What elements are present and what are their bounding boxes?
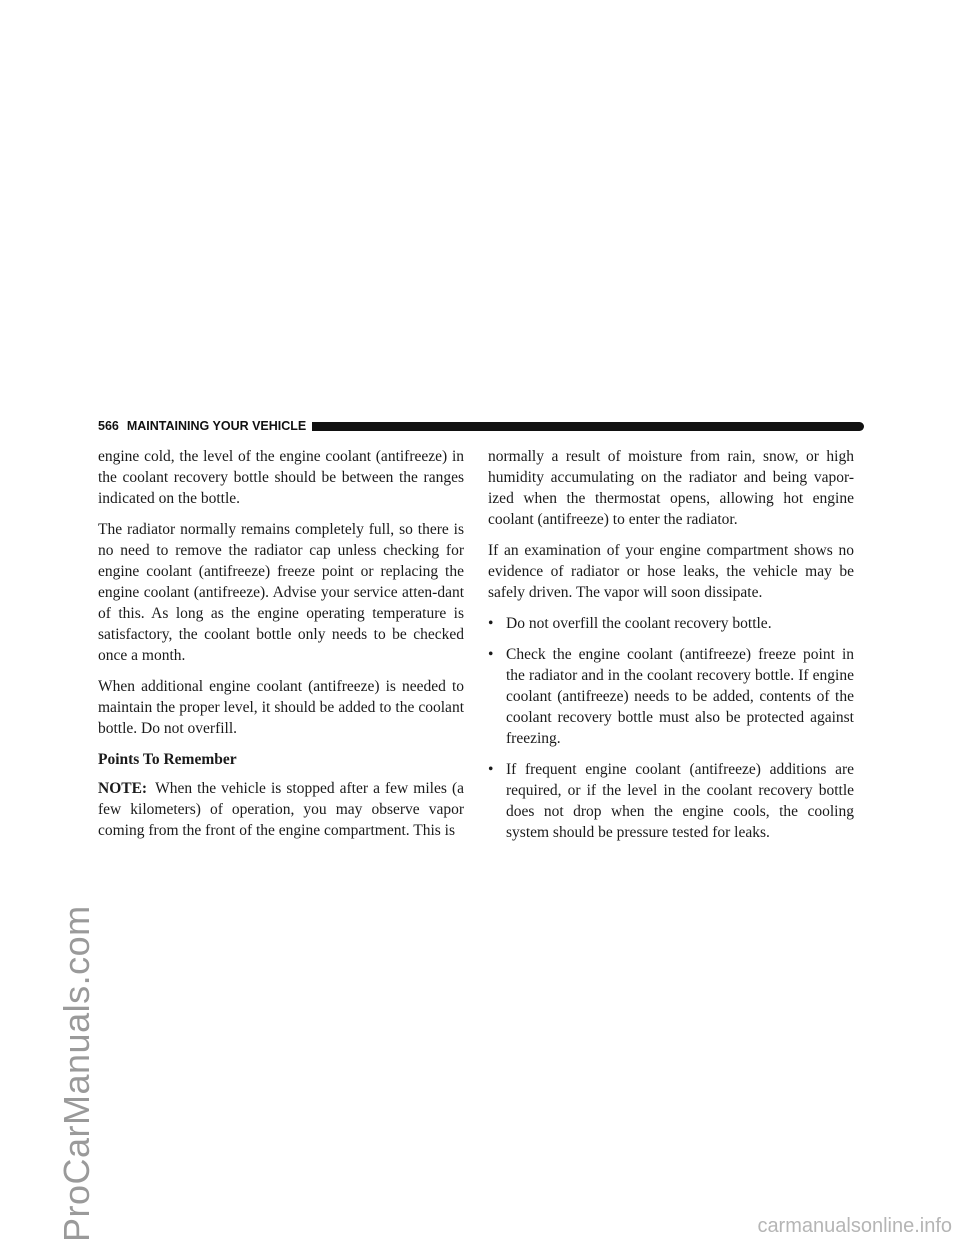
section-title: MAINTAINING YOUR VEHICLE (126, 419, 307, 433)
header-rule (312, 422, 864, 431)
side-watermark: ProCarManuals.com (56, 905, 97, 1242)
bullet-icon: • (488, 646, 494, 663)
paragraph: If an examination of your engine compartment shows no evidence of radiator or hose leaks, the vehicle may be safely driven. The vapor will soon dissipate. (488, 542, 854, 601)
right-column (488, 446, 854, 853)
list-item (488, 759, 854, 843)
list-item (488, 644, 854, 749)
section-heading: Points To Remember (98, 751, 237, 768)
note-label: NOTE: (98, 780, 148, 797)
page-header (98, 416, 864, 436)
left-column (98, 446, 464, 851)
paragraph: The radiator normally remains completely full, so there is no need to remove the radiator cap unless checking for engine coolant (antifreeze) freeze point or replacing the engine coolant (antifreeze). Advise your service atten-dant of this. As long as the engine operating temperature is satisfactory, the coolant bottle only needs to be checked once a month. (98, 521, 464, 664)
note-text: When the vehicle is stopped after a few miles (a few kilometers) of operation, you may observe vapor coming from the front of the engine compartment. This is (98, 780, 464, 839)
list-item-text: If frequent engine coolant (antifreeze) additions are required, or if the level in the coolant recovery bottle does not drop when the engine cools, the cooling system should be pressure tested for leaks. (506, 761, 854, 841)
paragraph: normally a result of moisture from rain, snow, or high humidity accumulating on the radiator and being vapor-ized when the thermostat opens, allowing hot engine coolant (antifreeze) to enter the radiator. (488, 448, 854, 528)
list-item-text: Do not overfill the coolant recovery bottle. (506, 615, 772, 632)
bullet-icon: • (488, 761, 494, 778)
note-paragraph (98, 778, 464, 841)
paragraph: engine cold, the level of the engine coolant (antifreeze) in the coolant recovery bottle should be between the ranges indicated on the bottle. (98, 448, 464, 507)
page-number: 566 (98, 419, 119, 433)
list-item-text: Check the engine coolant (antifreeze) freeze point in the radiator and in the coolant recovery bottle. If engine coolant (antifreeze) needs to be added, contents of the coolant recovery bottle must also be protected against freezing. (506, 646, 854, 747)
footer-watermark: carmanualsonline.info (757, 1215, 952, 1237)
bullet-list (488, 613, 854, 843)
list-item (488, 613, 854, 634)
bullet-icon: • (488, 615, 494, 632)
paragraph: When additional engine coolant (antifreeze) is needed to maintain the proper level, it should be added to the coolant bottle. Do not overfill. (98, 678, 464, 737)
